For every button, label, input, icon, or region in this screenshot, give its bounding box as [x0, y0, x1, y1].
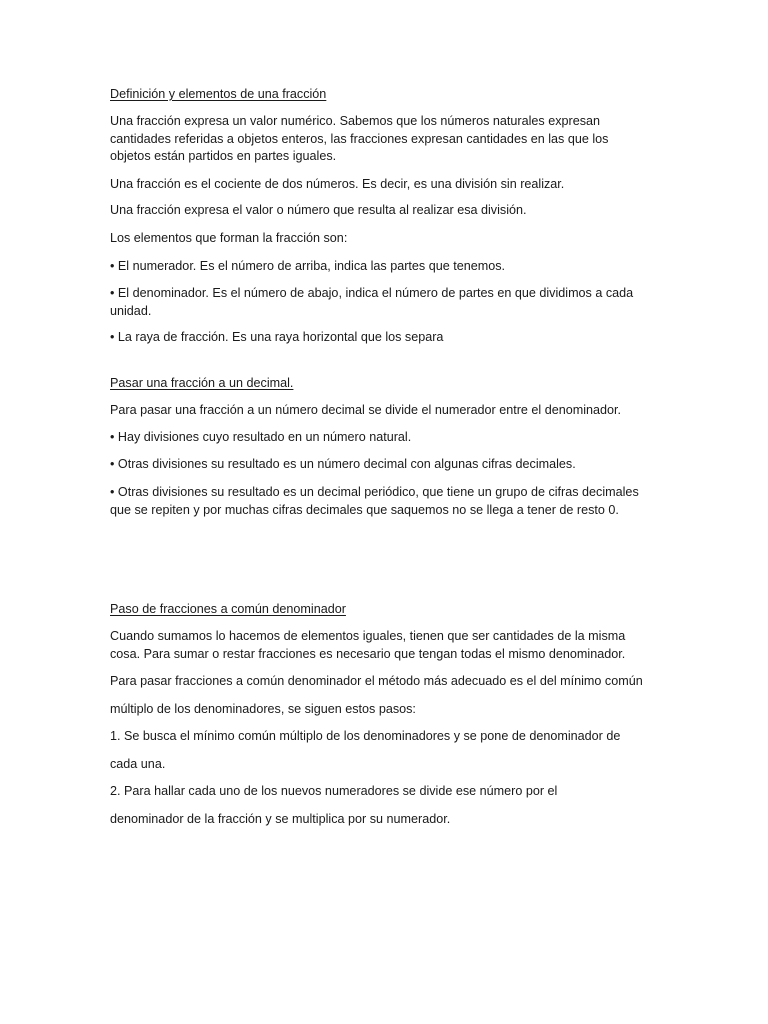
text-line: cantidades referidas a objetos enteros, las fracciones expresan cantidades en las que los — [110, 131, 609, 146]
bullet-raya: • La raya de fracción. Es una raya horizontal que los separa — [110, 330, 444, 344]
text-line: objetos están partidos en partes iguales. — [110, 149, 337, 163]
text-line: • Otras divisiones su resultado es un decimal periódico, que tiene un grupo de cifras decimales — [110, 485, 639, 499]
paragraph-elementos: Los elementos que forman la fracción son: — [110, 231, 348, 245]
step-2-line-1: 2. Para hallar cada uno de los nuevos numeradores se divide ese número por el — [110, 784, 558, 798]
bullet-natural: • Hay divisiones cuyo resultado en un número natural. — [110, 430, 412, 444]
text-line: unidad. — [110, 303, 152, 318]
step-1-line-1: 1. Se busca el mínimo común múltiplo de los denominadores y se pone de denominador de — [110, 729, 621, 743]
paragraph-definicion-1 — [110, 113, 670, 166]
text-line: • El denominador. Es el número de abajo, indica el número de partes en que dividimos a cada — [110, 286, 634, 300]
section-heading-decimal: Pasar una fracción a un decimal. — [110, 376, 294, 390]
paragraph-metodo-line-2: múltiplo de los denominadores, se siguen estos pasos: — [110, 702, 416, 716]
step-2-line-2: denominador de la fracción y se multiplica por su numerador. — [110, 812, 451, 826]
paragraph-pasar-decimal: Para pasar una fracción a un número decimal se divide el numerador entre el denominador. — [110, 403, 622, 417]
section-heading-definicion: Definición y elementos de una fracción — [110, 87, 327, 101]
text-line: que se repiten y por muchas cifras decimales que saquemos no se llega a tener de resto 0. — [110, 502, 619, 517]
bullet-numerador: • El numerador. Es el número de arriba, indica las partes que tenemos. — [110, 259, 506, 273]
paragraph-metodo-line-1: Para pasar fracciones a común denominador el método más adecuado es el del mínimo común — [110, 674, 643, 688]
text-line: Cuando sumamos lo hacemos de elementos iguales, tienen que ser cantidades de la misma — [110, 629, 626, 643]
paragraph-cociente: Una fracción es el cociente de dos números. Es decir, es una división sin realizar. — [110, 177, 565, 191]
bullet-periodico — [110, 484, 670, 519]
bullet-denominador — [110, 285, 670, 320]
step-1-line-2: cada una. — [110, 757, 166, 771]
section-heading-comun-denominador: Paso de fracciones a común denominador — [110, 602, 346, 616]
bullet-decimal: • Otras divisiones su resultado es un número decimal con algunas cifras decimales. — [110, 457, 576, 471]
paragraph-sumar — [110, 628, 670, 663]
text-line: Una fracción expresa un valor numérico. Sabemos que los números naturales expresan — [110, 114, 601, 128]
paragraph-valor: Una fracción expresa el valor o número que resulta al realizar esa división. — [110, 203, 527, 217]
text-line: cosa. Para sumar o restar fracciones es necesario que tengan todas el mismo denominador. — [110, 646, 626, 661]
